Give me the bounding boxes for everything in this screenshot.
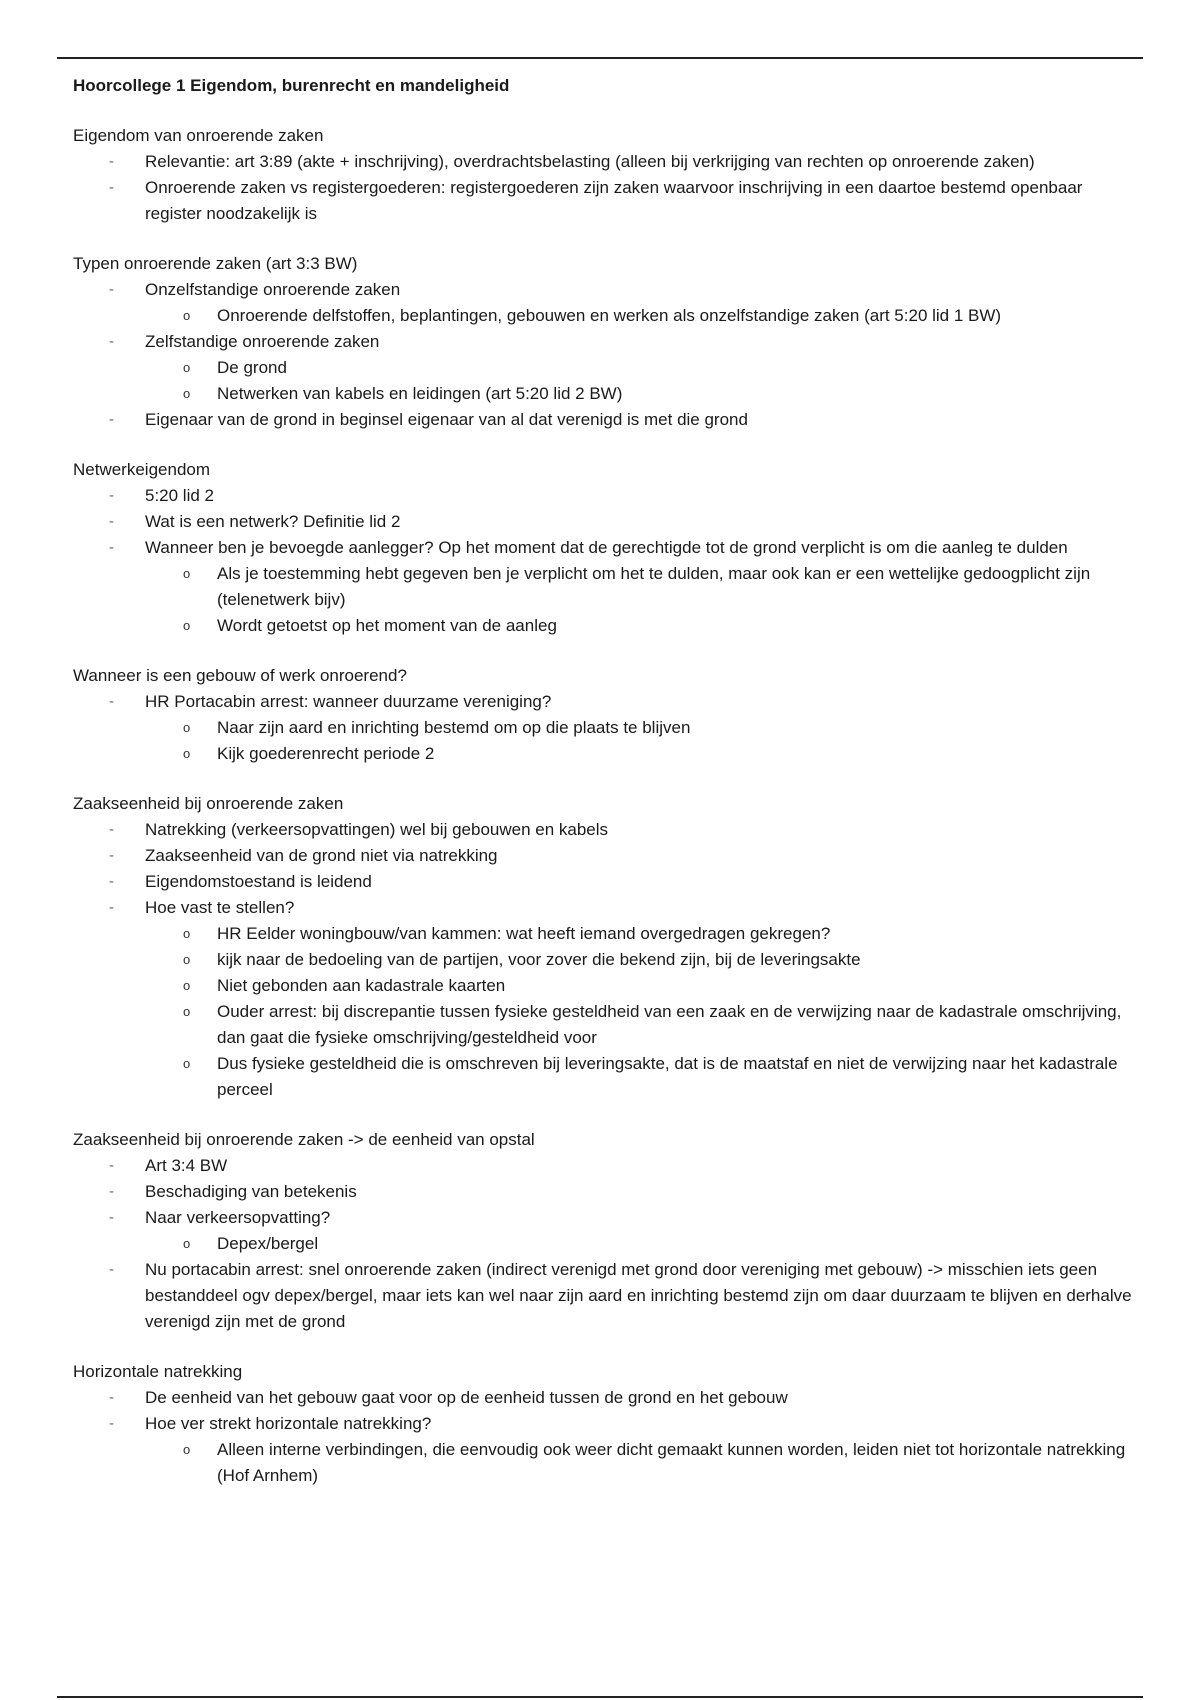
- sub-list-item: [145, 1051, 1133, 1103]
- sub-list-item-text: Naar zijn aard en inrichting bestemd om op die plaats te blijven: [217, 718, 691, 737]
- sub-list-item-text: Wordt getoetst op het moment van de aanleg: [217, 616, 557, 635]
- list-item: [73, 407, 1133, 433]
- sub-list-item: [145, 973, 1133, 999]
- dash-bullet-icon: -: [109, 1183, 114, 1200]
- sub-bullet-list: [145, 715, 1133, 767]
- bullet-list: [73, 1153, 1133, 1335]
- dash-bullet-icon: -: [109, 847, 114, 864]
- list-item-text: 5:20 lid 2: [145, 486, 214, 505]
- bottom-rule: [57, 1696, 1143, 1698]
- dash-bullet-icon: -: [109, 539, 114, 556]
- section-heading: Horizontale natrekking: [73, 1362, 243, 1381]
- dash-bullet-icon: -: [109, 1209, 114, 1226]
- section: [73, 1359, 1133, 1489]
- circle-bullet-icon: o: [183, 386, 191, 401]
- sub-list-item-text: Alleen interne verbindingen, die eenvoudig ook weer dicht gemaakt kunnen worden, leiden niet tot horizontale natrekking (Hof Arnhem): [217, 1440, 1126, 1485]
- list-item: [73, 1411, 1133, 1489]
- sub-bullet-list: [145, 355, 1133, 407]
- circle-bullet-icon: o: [183, 308, 191, 323]
- document-body: [73, 123, 1133, 1489]
- dash-bullet-icon: -: [109, 1261, 114, 1278]
- bullet-list: [73, 1385, 1133, 1489]
- list-item-text: Wat is een netwerk? Definitie lid 2: [145, 512, 401, 531]
- sub-list-item: [145, 1437, 1133, 1489]
- list-item-text: Onroerende zaken vs registergoederen: registergoederen zijn zaken waarvoor inschrijving in een daartoe bestemd openbaar register noodzakelijk is: [145, 178, 1083, 223]
- list-item-text: De eenheid van het gebouw gaat voor op de eenheid tussen de grond en het gebouw: [145, 1388, 788, 1407]
- list-item-text: Relevantie: art 3:89 (akte + inschrijving), overdrachtsbelasting (alleen bij verkrijging van rechten op onroerende zaken): [145, 152, 1035, 171]
- circle-bullet-icon: o: [183, 746, 191, 761]
- list-item-text: Nu portacabin arrest: snel onroerende zaken (indirect verenigd met grond door vereniging met gebouw) -> misschien iets geen bestanddeel ogv depex/bergel, maar iets kan wel naar zijn aard en inrichting bestemd zijn om daar duurzaam te blijven en derhalve verenigd zijn met de grond: [145, 1260, 1132, 1331]
- sub-list-item: [145, 921, 1133, 947]
- list-item-text: Eigendomstoestand is leidend: [145, 872, 372, 891]
- list-item: [73, 483, 1133, 509]
- list-item: [73, 277, 1133, 329]
- list-item: [73, 149, 1133, 175]
- circle-bullet-icon: o: [183, 360, 191, 375]
- list-item: [73, 895, 1133, 1103]
- list-item-text: Zaakseenheid van de grond niet via natrekking: [145, 846, 498, 865]
- dash-bullet-icon: -: [109, 487, 114, 504]
- section-heading: Eigendom van onroerende zaken: [73, 126, 324, 145]
- list-item-text: Zelfstandige onroerende zaken: [145, 332, 380, 351]
- circle-bullet-icon: o: [183, 618, 191, 633]
- bullet-list: [73, 277, 1133, 433]
- list-item: [73, 843, 1133, 869]
- list-item-text: HR Portacabin arrest: wanneer duurzame vereniging?: [145, 692, 552, 711]
- dash-bullet-icon: -: [109, 1157, 114, 1174]
- document-page: [73, 73, 1133, 1513]
- circle-bullet-icon: o: [183, 1442, 191, 1457]
- sub-bullet-list: [145, 1437, 1133, 1489]
- circle-bullet-icon: o: [183, 1236, 191, 1251]
- list-item: [73, 535, 1133, 639]
- section: [73, 791, 1133, 1103]
- sub-bullet-list: [145, 561, 1133, 639]
- sub-list-item: [145, 1231, 1133, 1257]
- list-item-text: Wanneer ben je bevoegde aanlegger? Op het moment dat de gerechtigde tot de grond verplicht is om die aanleg te dulden: [145, 538, 1068, 557]
- dash-bullet-icon: -: [109, 153, 114, 170]
- sub-list-item: [145, 381, 1133, 407]
- sub-list-item-text: Dus fysieke gesteldheid die is omschreven bij leveringsakte, dat is de maatstaf en niet de verwijzing naar het kadastrale perceel: [217, 1054, 1118, 1099]
- sub-list-item: [145, 355, 1133, 381]
- sub-list-item: [145, 741, 1133, 767]
- sub-list-item: [145, 561, 1133, 613]
- section: [73, 457, 1133, 639]
- section-heading: Typen onroerende zaken (art 3:3 BW): [73, 254, 358, 273]
- sub-list-item-text: HR Eelder woningbouw/van kammen: wat heeft iemand overgedragen gekregen?: [217, 924, 831, 943]
- list-item: [73, 329, 1133, 407]
- dash-bullet-icon: -: [109, 1389, 114, 1406]
- circle-bullet-icon: o: [183, 926, 191, 941]
- list-item-text: Art 3:4 BW: [145, 1156, 228, 1175]
- circle-bullet-icon: o: [183, 978, 191, 993]
- dash-bullet-icon: -: [109, 333, 114, 350]
- circle-bullet-icon: o: [183, 952, 191, 967]
- sub-list-item: [145, 999, 1133, 1051]
- document-title: Hoorcollege 1 Eigendom, burenrecht en mandeligheid: [73, 76, 510, 95]
- list-item: [73, 1153, 1133, 1179]
- list-item-text: Beschadiging van betekenis: [145, 1182, 357, 1201]
- sub-bullet-list: [145, 1231, 1133, 1257]
- dash-bullet-icon: -: [109, 179, 114, 196]
- section: [73, 123, 1133, 227]
- section-heading: Netwerkeigendom: [73, 460, 211, 479]
- sub-list-item: [145, 303, 1133, 329]
- list-item: [73, 509, 1133, 535]
- dash-bullet-icon: -: [109, 411, 114, 428]
- dash-bullet-icon: -: [109, 513, 114, 530]
- section: [73, 663, 1133, 767]
- dash-bullet-icon: -: [109, 899, 114, 916]
- bullet-list: [73, 817, 1133, 1103]
- sub-list-item-text: De grond: [217, 358, 287, 377]
- list-item-text: Naar verkeersopvatting?: [145, 1208, 331, 1227]
- list-item-text: Eigenaar van de grond in beginsel eigenaar van al dat verenigd is met die grond: [145, 410, 748, 429]
- sub-list-item: [145, 613, 1133, 639]
- circle-bullet-icon: o: [183, 1056, 191, 1071]
- sub-list-item: [145, 715, 1133, 741]
- dash-bullet-icon: -: [109, 873, 114, 890]
- sub-list-item-text: kijk naar de bedoeling van de partijen, voor zover die bekend zijn, bij de leveringsakte: [217, 950, 861, 969]
- section: [73, 251, 1133, 433]
- list-item: [73, 175, 1133, 227]
- sub-list-item-text: Kijk goederenrecht periode 2: [217, 744, 435, 763]
- circle-bullet-icon: o: [183, 720, 191, 735]
- circle-bullet-icon: o: [183, 566, 191, 581]
- list-item-text: Natrekking (verkeersopvattingen) wel bij gebouwen en kabels: [145, 820, 609, 839]
- sub-list-item-text: Netwerken van kabels en leidingen (art 5:20 lid 2 BW): [217, 384, 623, 403]
- list-item: [73, 1385, 1133, 1411]
- dash-bullet-icon: -: [109, 281, 114, 298]
- dash-bullet-icon: -: [109, 1415, 114, 1432]
- list-item: [73, 817, 1133, 843]
- sub-bullet-list: [145, 921, 1133, 1103]
- dash-bullet-icon: -: [109, 693, 114, 710]
- sub-list-item-text: Ouder arrest: bij discrepantie tussen fysieke gesteldheid van een zaak en de verwijzing naar de kadastrale omschrijving, dan gaat die fysieke omschrijving/gesteldheid voor: [217, 1002, 1122, 1047]
- sub-list-item: [145, 947, 1133, 973]
- section-heading: Zaakseenheid bij onroerende zaken -> de eenheid van opstal: [73, 1130, 535, 1149]
- list-item-text: Onzelfstandige onroerende zaken: [145, 280, 401, 299]
- list-item: [73, 689, 1133, 767]
- list-item: [73, 1257, 1133, 1335]
- sub-bullet-list: [145, 303, 1133, 329]
- sub-list-item-text: Als je toestemming hebt gegeven ben je verplicht om het te dulden, maar ook kan er een wettelijke gedoogplicht zijn (telenetwerk bijv): [217, 564, 1091, 609]
- bullet-list: [73, 689, 1133, 767]
- list-item: [73, 1179, 1133, 1205]
- section: [73, 1127, 1133, 1335]
- sub-list-item-text: Niet gebonden aan kadastrale kaarten: [217, 976, 506, 995]
- sub-list-item-text: Onroerende delfstoffen, beplantingen, gebouwen en werken als onzelfstandige zaken (art 5:20 lid 1 BW): [217, 306, 1002, 325]
- list-item-text: Hoe ver strekt horizontale natrekking?: [145, 1414, 432, 1433]
- section-heading: Zaakseenheid bij onroerende zaken: [73, 794, 344, 813]
- top-rule: [57, 57, 1143, 59]
- sub-list-item-text: Depex/bergel: [217, 1234, 319, 1253]
- list-item: [73, 869, 1133, 895]
- dash-bullet-icon: -: [109, 821, 114, 838]
- list-item-text: Hoe vast te stellen?: [145, 898, 295, 917]
- circle-bullet-icon: o: [183, 1004, 191, 1019]
- section-heading: Wanneer is een gebouw of werk onroerend?: [73, 666, 407, 685]
- bullet-list: [73, 483, 1133, 639]
- bullet-list: [73, 149, 1133, 227]
- list-item: [73, 1205, 1133, 1257]
